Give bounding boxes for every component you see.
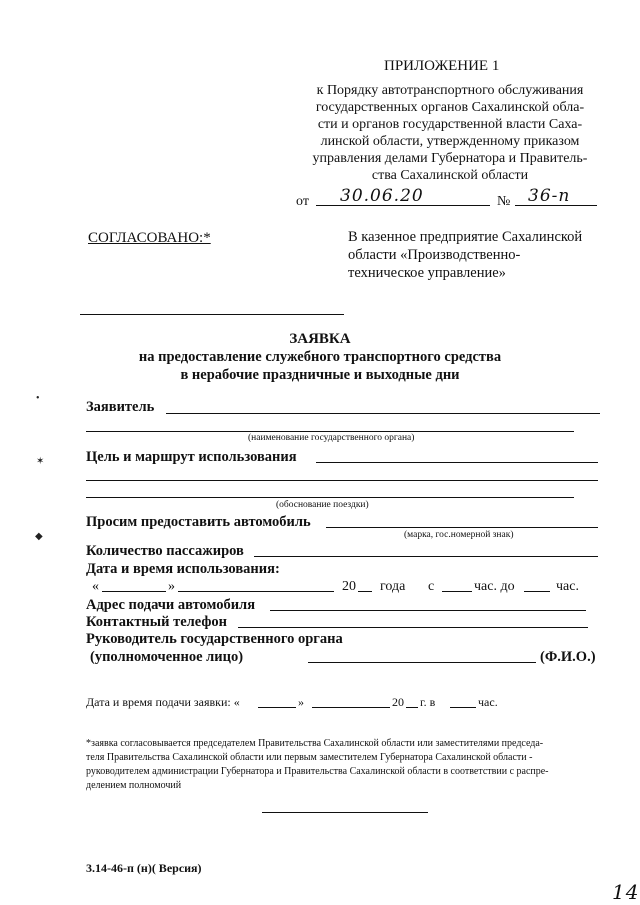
submission-year: 20 xyxy=(392,695,404,709)
submission-hour: час. xyxy=(478,695,498,709)
quote-open: « xyxy=(92,579,99,594)
year-line xyxy=(358,591,372,592)
purpose-line xyxy=(316,462,598,463)
purpose-label: Цель и маршрут использования xyxy=(86,449,297,465)
year-prefix: 20 xyxy=(342,579,356,594)
footer-divider xyxy=(262,812,428,813)
from-hour-label: с xyxy=(428,579,435,594)
scan-mark: ✶ xyxy=(36,456,45,467)
form-code: 3.14-46-п (н)( Версия) xyxy=(86,861,202,875)
appendix-text xyxy=(290,82,610,184)
handwritten-number: 36-п xyxy=(528,186,571,206)
applicant-hint: (наименование государственного органа) xyxy=(248,433,415,443)
address-label: Адрес подачи автомобиля xyxy=(86,597,256,613)
hour-to-label: час. до xyxy=(474,579,515,594)
submission-hour-line xyxy=(450,707,476,708)
to-hour-line xyxy=(524,591,550,592)
fio-label: (Ф.И.О.) xyxy=(540,649,596,665)
signature-line xyxy=(80,314,344,315)
datetime-label: Дата и время использования: xyxy=(86,561,280,577)
recipient-line: техническое управление» xyxy=(348,265,506,281)
fio-line xyxy=(308,662,536,663)
number-label: № xyxy=(497,194,511,209)
authorized-label: (уполномоченное лицо) xyxy=(90,649,244,665)
applicant-line xyxy=(166,413,600,414)
recipient-line: области «Производственно- xyxy=(348,247,521,263)
page-mark: 14 xyxy=(612,880,640,904)
footnote-line: руководителем администрации Губернатора и Правительства Сахалинской области в соответствии с распре- xyxy=(86,766,549,777)
scan-mark: ◆ xyxy=(35,531,43,542)
scan-mark: • xyxy=(36,393,40,404)
from-label: от xyxy=(296,194,309,209)
appendix-title: ПРИЛОЖЕНИЕ 1 xyxy=(384,58,500,74)
car-line xyxy=(326,527,598,528)
footnote-line: делением полномочий xyxy=(86,780,182,791)
footnote-line: *заявка согласовывается председателем Правительства Сахалинской области или заместителями председа- xyxy=(86,738,544,749)
passengers-line xyxy=(254,556,598,557)
applicant-line-2 xyxy=(86,431,574,432)
agreed-label: СОГЛАСОВАНО:* xyxy=(88,230,211,246)
from-hour-line xyxy=(442,591,472,592)
quote-close: » xyxy=(168,579,175,594)
submission-day-line xyxy=(258,707,296,708)
purpose-hint: (обоснование поездки) xyxy=(276,500,369,510)
recipient-line: В казенное предприятие Сахалинской xyxy=(348,229,583,245)
car-label: Просим предоставить автомобиль xyxy=(86,514,311,530)
appendix-line: государственных органов Сахалинской обла- xyxy=(315,100,585,115)
footnote xyxy=(86,737,606,793)
year-label: года xyxy=(380,579,406,594)
car-hint: (марка, гос.номерной знак) xyxy=(404,530,514,540)
recipient-text xyxy=(348,228,582,282)
submission-year-suffix: г. в xyxy=(420,695,436,709)
form-subtitle-1: на предоставление служебного транспортного средства xyxy=(138,349,502,365)
appendix-line: линской области, утвержденному приказом xyxy=(320,134,580,149)
submission-month-line xyxy=(312,707,390,708)
applicant-label: Заявитель xyxy=(86,399,155,415)
submission-label: Дата и время подачи заявки: « xyxy=(86,695,240,709)
hour-label: час. xyxy=(556,579,579,594)
passengers-label: Количество пассажиров xyxy=(86,543,244,559)
month-line xyxy=(178,591,334,592)
address-line xyxy=(270,610,586,611)
footnote-line: теля Правительства Сахалинской области или первым заместителем Губернатора Сахалинской области - xyxy=(86,752,533,763)
appendix-line: сти и органов государственной власти Саха- xyxy=(317,117,583,132)
phone-label: Контактный телефон xyxy=(86,614,228,630)
form-title: ЗАЯВКА xyxy=(289,331,351,347)
appendix-line: управления делами Губернатора и Правитель- xyxy=(312,151,588,166)
appendix-line: ства Сахалинской области xyxy=(371,168,529,183)
purpose-line-3 xyxy=(86,497,574,498)
appendix-line: к Порядку автотранспортного обслуживания xyxy=(316,83,584,98)
phone-line xyxy=(238,627,588,628)
day-line xyxy=(102,591,166,592)
purpose-line-2 xyxy=(86,480,598,481)
handwritten-date: 30.06.20 xyxy=(340,186,424,206)
head-label: Руководитель государственного органа xyxy=(86,631,343,647)
form-subtitle-2: в нерабочие праздничные и выходные дни xyxy=(180,367,460,383)
submission-year-line xyxy=(406,707,418,708)
submission-quote-close: » xyxy=(298,695,304,709)
